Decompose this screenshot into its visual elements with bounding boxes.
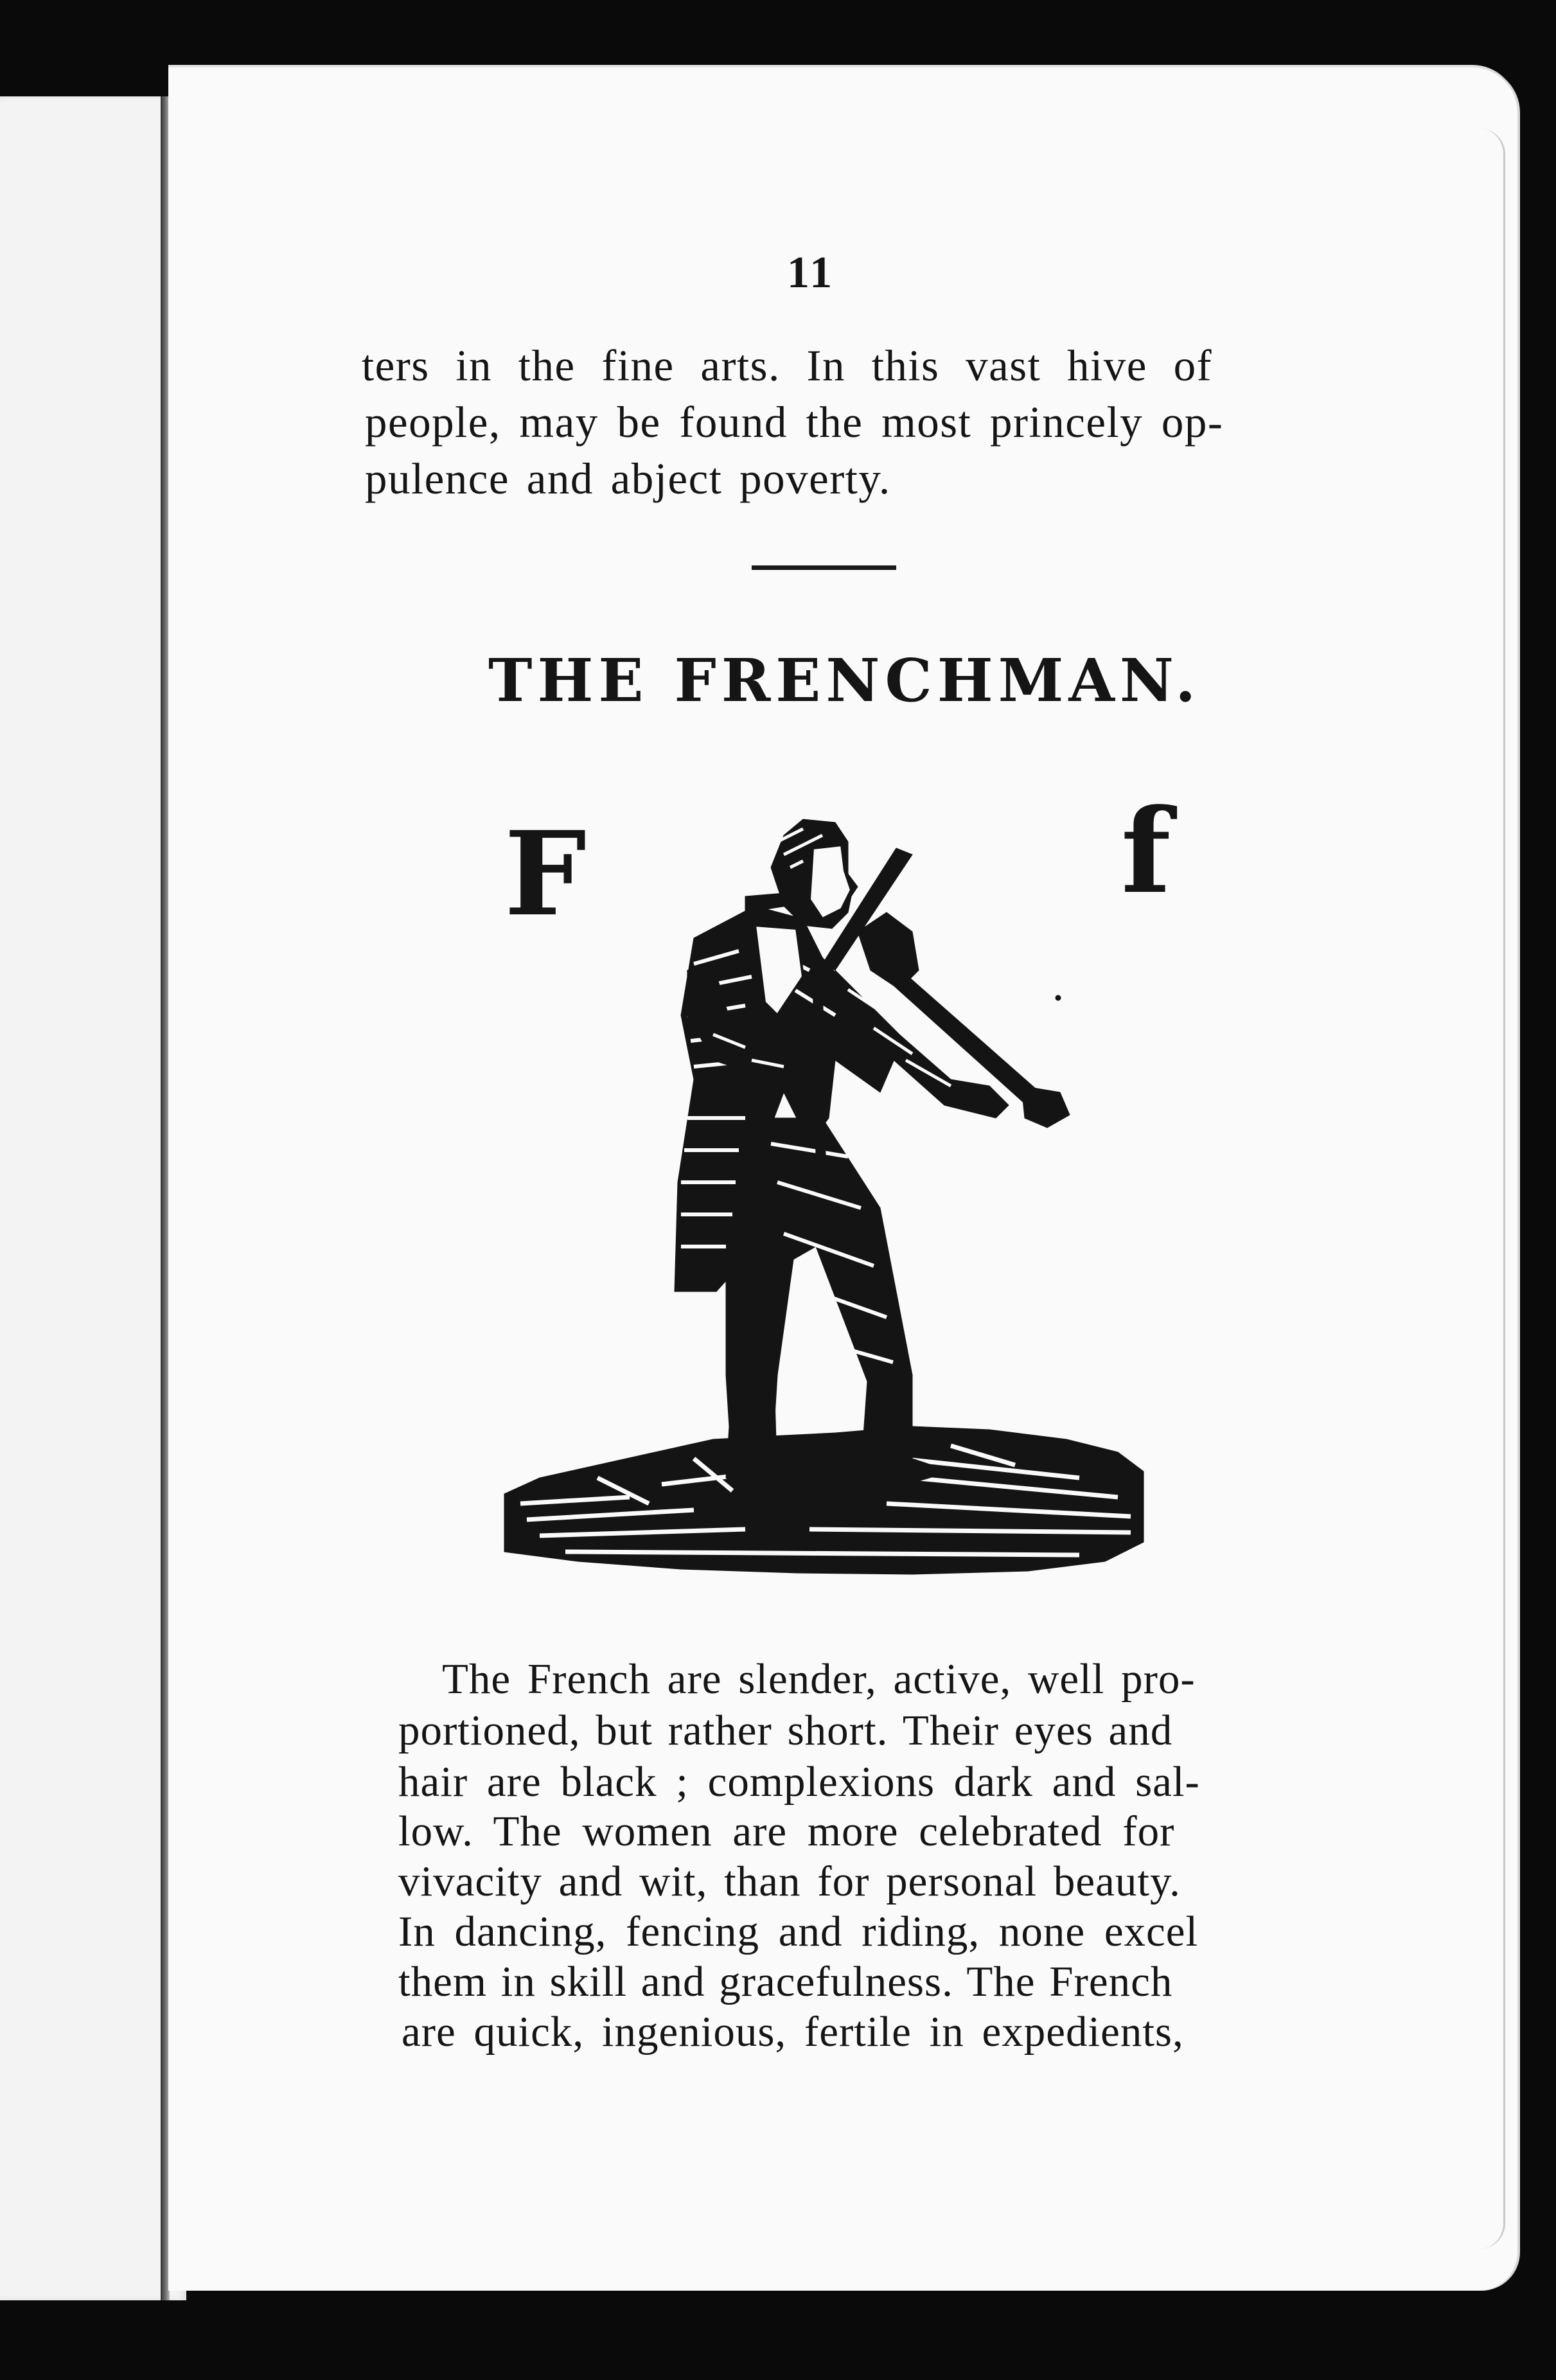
initial-letter-lowercase: f <box>1121 784 1171 919</box>
carryover-line-2: people, may be found the most princely op- <box>365 398 1224 447</box>
woodcut-violinist-illustration <box>501 758 1150 1626</box>
body-line-7: them in skill and gracefulness. The French <box>398 1958 1173 2005</box>
body-line-6: In dancing, fencing and riding, none excel <box>398 1908 1199 1955</box>
initial-letter-uppercase: F <box>504 806 587 942</box>
left-page-edge <box>0 96 186 2300</box>
page-number: 11 <box>787 248 835 298</box>
section-divider <box>752 565 896 570</box>
body-line-2: portioned, but rather short. Their eyes and <box>398 1707 1173 1754</box>
body-line-1: The French are slender, active, well pro- <box>442 1655 1196 1703</box>
body-line-5: vivacity and wit, than for personal beauty. <box>398 1858 1181 1905</box>
body-line-4: low. The women are more celebrated for <box>398 1807 1175 1855</box>
carryover-line-3: pulence and abject poverty. <box>365 454 891 503</box>
page-edge-shadow <box>1478 129 1505 2249</box>
carryover-line-1: ters in the fine arts. In this vast hive of <box>362 341 1213 390</box>
body-line-3: hair are black ; complexions dark and sal- <box>398 1758 1200 1806</box>
section-title: THE FRENCHMAN. <box>488 646 1201 715</box>
body-line-8: are quick, ingenious, fertile in expedients, <box>402 2008 1184 2056</box>
